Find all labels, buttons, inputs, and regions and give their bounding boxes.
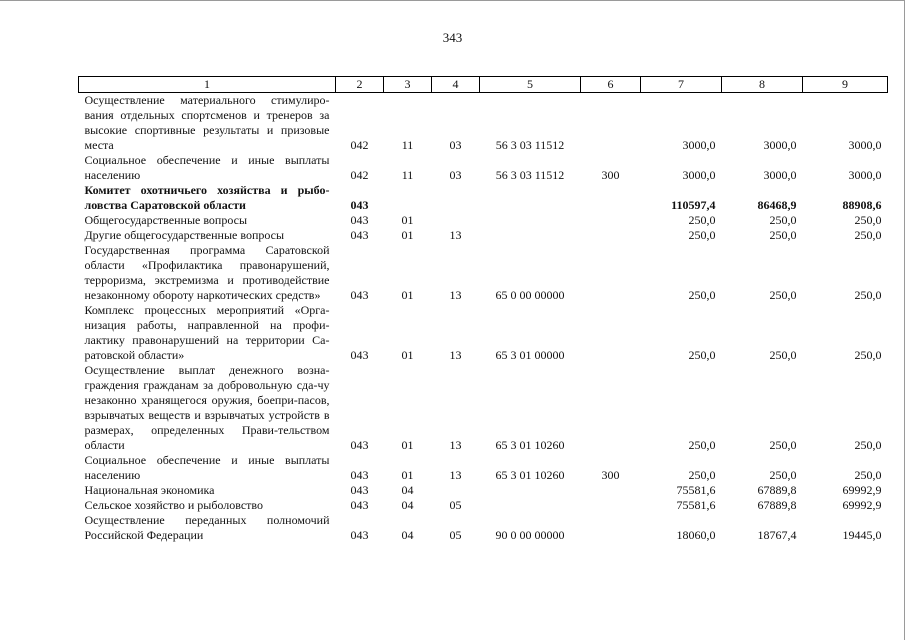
ministry-code: 043 (350, 288, 369, 302)
column-header: 5 (480, 77, 581, 93)
table-row (79, 513, 888, 543)
target-article-code (480, 183, 581, 213)
ministry-code: 043 (350, 528, 369, 542)
column-header: 8 (722, 77, 803, 93)
amount-year-2: 3000,0 (763, 168, 797, 182)
table-row (79, 483, 888, 498)
target-article-code (480, 228, 581, 243)
column-header: 7 (641, 77, 722, 93)
subsection-code: 13 (449, 288, 462, 302)
section-code: 04 (401, 528, 414, 542)
section-code: 11 (401, 168, 414, 182)
table-row (79, 228, 888, 243)
amount-year-1: 250,0 (688, 213, 716, 227)
amount-year-3: 69992,9 (842, 483, 882, 497)
section-code: 11 (401, 138, 414, 152)
row-name: Комплекс процессных мероприятий «Орга-низация работы, направленной на профи-лактику правонарушений на территории Са-ратовской области» (84, 303, 330, 362)
target-article-code: 65 3 01 00000 (495, 348, 565, 362)
subsection-code: 03 (449, 138, 462, 152)
target-article-code (480, 483, 581, 498)
page-number: 343 (442, 30, 463, 45)
amount-year-2: 67889,8 (757, 498, 797, 512)
row-name: Социальное обеспечение и иные выплаты населению (84, 153, 330, 182)
amount-year-1: 3000,0 (682, 168, 716, 182)
subsection-code: 05 (449, 528, 462, 542)
amount-year-3: 69992,9 (842, 498, 882, 512)
subsection-code: 13 (449, 228, 462, 242)
amount-year-1: 250,0 (688, 228, 716, 242)
page-frame-top (0, 0, 905, 1)
section-code: 01 (401, 348, 414, 362)
expense-type-code (581, 243, 641, 303)
ministry-code: 043 (350, 348, 369, 362)
table-row (79, 93, 888, 154)
expense-type-code (581, 183, 641, 213)
row-name: Государственная программа Саратовской области «Профилактика правонарушений, терроризма, экстремизма и противодействие незаконному обороту наркотических средств» (84, 243, 330, 302)
amount-year-1: 250,0 (688, 468, 716, 482)
expense-type-code: 300 (601, 168, 620, 182)
amount-year-3: 88908,6 (842, 198, 882, 212)
amount-year-2: 250,0 (769, 213, 797, 227)
amount-year-3: 250,0 (854, 288, 882, 302)
amount-year-2: 3000,0 (763, 138, 797, 152)
section-code (384, 183, 432, 213)
amount-year-2: 250,0 (769, 438, 797, 452)
target-article-code: 90 0 00 00000 (495, 528, 565, 542)
table-row (79, 303, 888, 363)
subsection-code: 13 (449, 438, 462, 452)
amount-year-1: 250,0 (688, 438, 716, 452)
amount-year-1: 75581,6 (676, 483, 716, 497)
section-code: 01 (401, 228, 414, 242)
target-article-code: 56 3 03 11512 (495, 138, 565, 152)
section-code: 04 (401, 483, 414, 497)
section-code: 01 (401, 438, 414, 452)
amount-year-2: 18767,4 (757, 528, 797, 542)
table-row (79, 363, 888, 453)
amount-year-1: 75581,6 (676, 498, 716, 512)
row-name: Общегосударственные вопросы (84, 213, 248, 227)
table-row (79, 213, 888, 228)
amount-year-1: 110597,4 (671, 198, 716, 212)
expense-type-code: 300 (601, 468, 620, 482)
row-name: Национальная экономика (84, 483, 215, 497)
amount-year-1: 18060,0 (676, 528, 716, 542)
column-header: 2 (336, 77, 384, 93)
column-header: 1 (79, 77, 336, 93)
target-article-code: 65 0 00 00000 (495, 288, 565, 302)
budget-table (78, 76, 888, 543)
expense-type-code (581, 228, 641, 243)
ministry-code: 043 (350, 498, 369, 512)
ministry-code: 042 (350, 168, 369, 182)
amount-year-1: 250,0 (688, 348, 716, 362)
subsection-code (432, 183, 480, 213)
column-header: 6 (581, 77, 641, 93)
ministry-code: 043 (350, 213, 369, 227)
subsection-code: 13 (449, 348, 462, 362)
amount-year-3: 3000,0 (848, 168, 882, 182)
target-article-code (480, 498, 581, 513)
ministry-code: 042 (350, 138, 369, 152)
amount-year-1: 3000,0 (682, 138, 716, 152)
row-name: Осуществление переданных полномочий Российской Федерации (84, 513, 330, 542)
amount-year-2: 250,0 (769, 288, 797, 302)
column-header: 9 (803, 77, 888, 93)
target-article-code: 65 3 01 10260 (495, 438, 565, 452)
target-article-code: 56 3 03 11512 (495, 168, 565, 182)
amount-year-3: 3000,0 (848, 138, 882, 152)
row-name: Осуществление материального стимулиро-вания отдельных спортсменов и тренеров за высокие спортивные результаты и призовые места (84, 93, 330, 152)
ministry-code: 043 (350, 468, 369, 482)
amount-year-3: 250,0 (854, 348, 882, 362)
ministry-code: 043 (350, 198, 369, 212)
amount-year-3: 250,0 (854, 213, 882, 227)
table-row (79, 153, 888, 183)
amount-year-3: 250,0 (854, 228, 882, 242)
amount-year-2: 250,0 (769, 228, 797, 242)
amount-year-3: 250,0 (854, 438, 882, 452)
subsection-code: 13 (449, 468, 462, 482)
column-header: 3 (384, 77, 432, 93)
section-code: 01 (401, 468, 414, 482)
row-name: Комитет охотничьего хозяйства и рыбо-ловства Саратовской области (84, 183, 330, 212)
header-row (79, 77, 888, 93)
expense-type-code (581, 513, 641, 543)
expense-type-code (581, 498, 641, 513)
expense-type-code (581, 93, 641, 154)
table-body (79, 93, 888, 544)
row-name: Сельское хозяйство и рыболовство (84, 498, 264, 512)
ministry-code: 043 (350, 438, 369, 452)
table-row (79, 453, 888, 483)
expense-type-code (581, 213, 641, 228)
expense-type-code (581, 363, 641, 453)
amount-year-2: 67889,8 (757, 483, 797, 497)
row-name: Социальное обеспечение и иные выплаты населению (84, 453, 330, 482)
section-code: 01 (401, 213, 414, 227)
amount-year-2: 86468,9 (757, 198, 797, 212)
amount-year-2: 250,0 (769, 468, 797, 482)
ministry-code: 043 (350, 483, 369, 497)
amount-year-3: 250,0 (854, 468, 882, 482)
expense-type-code (581, 303, 641, 363)
target-article-code: 65 3 01 10260 (495, 468, 565, 482)
column-header: 4 (432, 77, 480, 93)
ministry-code: 043 (350, 228, 369, 242)
expense-type-code (581, 483, 641, 498)
subsection-code: 03 (449, 168, 462, 182)
amount-year-3: 19445,0 (842, 528, 882, 542)
table-row (79, 183, 888, 213)
amount-year-1: 250,0 (688, 288, 716, 302)
subsection-code: 05 (449, 498, 462, 512)
row-name: Осуществление выплат денежного возна-граждения гражданам за добровольную сда-чу незаконно хранящегося оружия, боепри-пасов, взрывчатых веществ и взрывчатых устройств в размерах, определенных Прави-тельством области (84, 363, 330, 452)
section-code: 01 (401, 288, 414, 302)
table-row (79, 243, 888, 303)
subsection-code (432, 483, 480, 498)
amount-year-2: 250,0 (769, 348, 797, 362)
target-article-code (480, 213, 581, 228)
section-code: 04 (401, 498, 414, 512)
row-name: Другие общегосударственные вопросы (84, 228, 285, 242)
subsection-code (432, 213, 480, 228)
table-row (79, 498, 888, 513)
